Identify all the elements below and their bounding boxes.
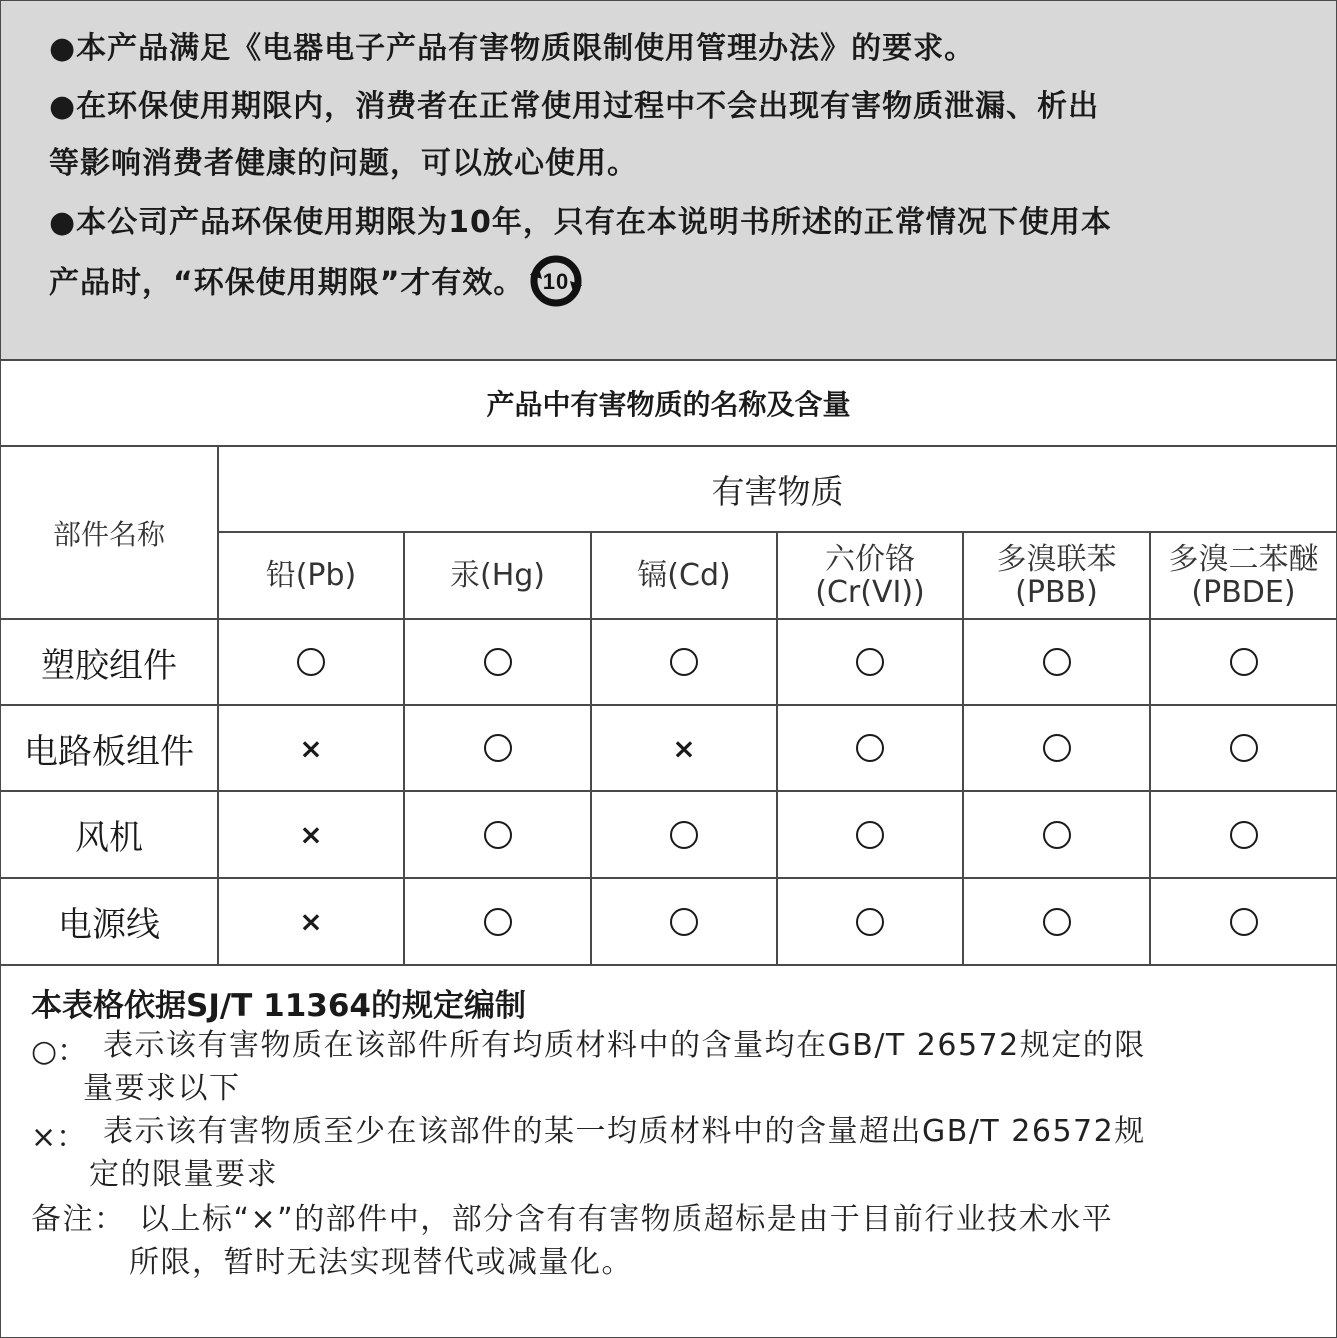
notice-line-1: ●本产品满足《电器电子产品有害物质限制使用管理办法》的要求。 — [49, 31, 976, 66]
environmental-notice-panel — [1, 1, 1336, 361]
remark-text: 以上标“×”的部件中，部分含有有害物质超标是由于目前行业技术水平 — [139, 1202, 1114, 1237]
table-cell — [592, 620, 776, 704]
table-cell — [405, 620, 590, 704]
part-name-plastic: 塑胶组件 — [41, 645, 177, 686]
substance-header-pbde — [1151, 533, 1336, 618]
part-name-circuit-board: 电路板组件 — [24, 731, 194, 772]
substance-name: 六价铬 — [825, 541, 915, 577]
compliance-mark — [856, 821, 884, 849]
hazard-header: 有害物质 — [711, 471, 844, 511]
substance-formula: (Cr(VI)) — [815, 574, 925, 610]
circle-legend-text-cont: 量要求以下 — [83, 1071, 241, 1106]
notice-line-3: 等影响消费者健康的问题，可以放心使用。 — [49, 146, 638, 181]
notice-line-5 — [49, 255, 590, 313]
substance-header-cadmium — [592, 533, 776, 618]
table-cell — [219, 879, 403, 964]
remark-text-cont: 所限，暂时无法实现替代或减量化。 — [129, 1245, 633, 1280]
compliance-mark — [670, 821, 698, 849]
part-name-power-cord: 电源线 — [58, 905, 160, 945]
substance-name: 多溴联苯 — [996, 541, 1117, 577]
compliance-mark: × — [672, 731, 696, 765]
table-cell — [405, 792, 590, 877]
table-cell — [219, 620, 403, 704]
table-cell — [964, 706, 1149, 790]
compliance-mark — [1230, 734, 1258, 762]
notice-line-5-text: 产品时，“环保使用期限”才有效。 — [49, 265, 525, 301]
table-cell — [964, 879, 1149, 964]
substance-header-pbb — [964, 533, 1149, 618]
notice-line-2: ●在环保使用期限内，消费者在正常使用过程中不会出现有害物质泄漏、析出 — [49, 89, 1100, 124]
cross-legend-text: 表示该有害物质至少在该部件的某一均质材料中的含量超出GB/T 26572规 — [103, 1114, 1146, 1149]
compliance-mark — [484, 821, 512, 849]
substance-header-chromium — [778, 533, 962, 618]
compliance-mark — [484, 648, 512, 676]
substance-formula: (PBDE) — [1191, 574, 1296, 610]
part-name-fan: 风机 — [75, 818, 143, 858]
table-cell — [219, 706, 403, 790]
circle-symbol-legend: ○： — [31, 1034, 88, 1069]
compliance-mark — [1043, 734, 1071, 762]
compliance-mark: × — [299, 731, 323, 765]
efup-10-year-logo-icon — [526, 251, 590, 309]
substance-header-lead — [219, 533, 403, 618]
hazardous-substance-table — [1, 447, 1336, 964]
cross-symbol-legend: ×： — [31, 1120, 87, 1155]
substance-formula: (PBB) — [1015, 574, 1098, 610]
compliance-mark — [297, 648, 325, 676]
compliance-mark — [1230, 648, 1258, 676]
notice-line-4: ●本公司产品环保使用期限为10年，只有在本说明书所述的正常情况下使用本 — [49, 205, 1112, 240]
table-cell — [778, 879, 962, 964]
compliance-mark — [484, 908, 512, 936]
substance-name: 镉(Cd) — [637, 558, 731, 593]
compliance-mark: × — [299, 818, 323, 851]
part-name-header: 部件名称 — [52, 517, 165, 551]
table-cell — [778, 620, 962, 704]
table-cell — [592, 792, 776, 877]
compliance-mark — [1043, 821, 1071, 849]
table-cell — [405, 706, 590, 790]
compliance-mark — [1230, 908, 1258, 936]
efup-logo-number: 10 — [543, 269, 570, 294]
compliance-mark — [856, 648, 884, 676]
compliance-mark — [1230, 821, 1258, 849]
notes-section — [1, 964, 1336, 1338]
compliance-mark: × — [299, 905, 323, 938]
substance-name: 汞(Hg) — [449, 558, 545, 593]
table-title: 产品中有害物质的名称及含量 — [1, 361, 1336, 447]
compliance-mark — [484, 734, 512, 762]
table-cell — [405, 879, 590, 964]
remark-label: 备注： — [31, 1202, 126, 1237]
table-cell — [592, 879, 776, 964]
table-cell — [1151, 792, 1336, 877]
table-cell — [778, 792, 962, 877]
circle-legend-text: 表示该有害物质在该部件所有均质材料中的含量均在GB/T 26572规定的限 — [103, 1028, 1146, 1063]
notes-title: 本表格依据SJ/T 11364的规定编制 — [31, 988, 526, 1024]
table-cell — [1151, 879, 1336, 964]
compliance-mark — [856, 908, 884, 936]
compliance-mark — [856, 734, 884, 762]
compliance-mark — [670, 648, 698, 676]
table-cell — [592, 706, 776, 790]
compliance-mark — [1043, 648, 1071, 676]
substance-name: 多溴二苯醚 — [1168, 541, 1319, 577]
compliance-mark — [670, 908, 698, 936]
table-cell — [219, 792, 403, 877]
table-cell — [964, 620, 1149, 704]
table-cell — [1151, 620, 1336, 704]
table-cell — [1151, 706, 1336, 790]
table-cell — [964, 792, 1149, 877]
substance-header-mercury — [405, 533, 590, 618]
table-cell — [778, 706, 962, 790]
cross-legend-text-cont: 定的限量要求 — [89, 1157, 278, 1192]
substance-name: 铅(Pb) — [265, 558, 357, 593]
compliance-mark — [1043, 908, 1071, 936]
